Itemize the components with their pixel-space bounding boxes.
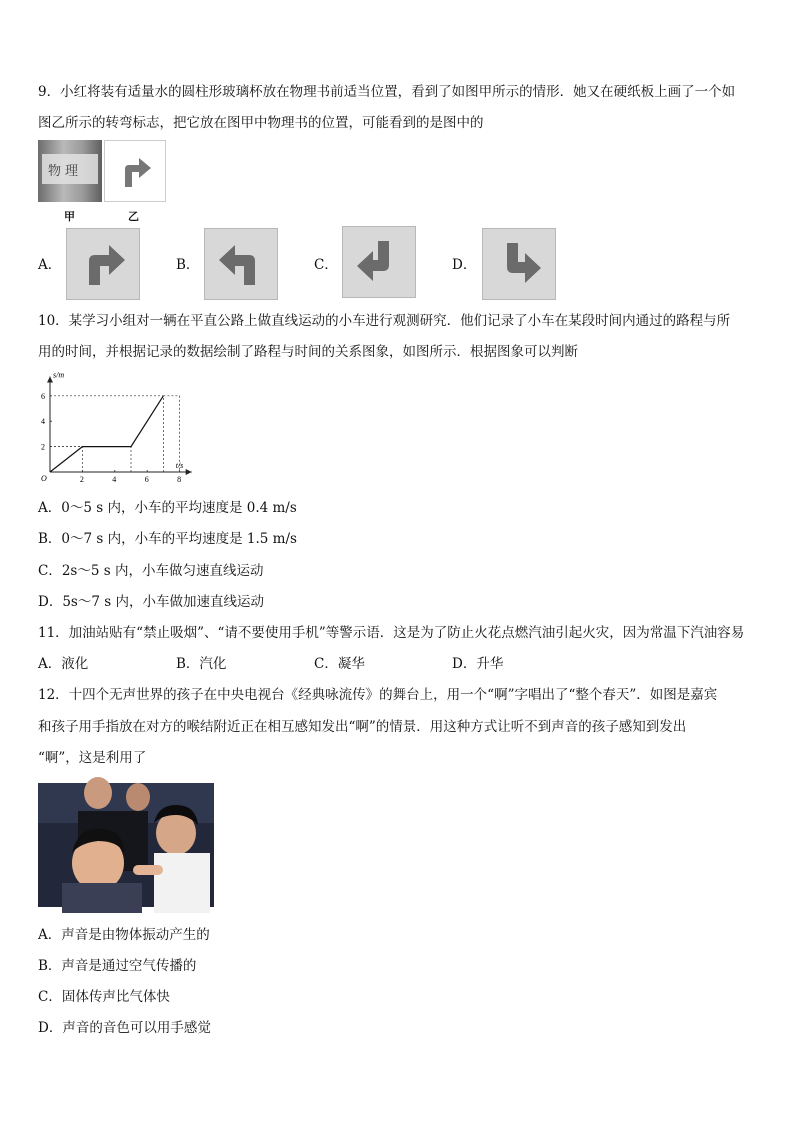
q9-option-c-label: C． [314,257,338,273]
q10-option-a: A．0～5 s 内，小车的平均速度是 0.4 m/s [38,500,297,516]
down-left-turn-arrow-icon [343,227,415,297]
x-axis-label: t/s [175,461,184,470]
q11-stem: 11．加油站贴有“禁止吸烟”、“请不要使用手机”等警示语．这是为了防止火花点燃汽油引起火灾，因为常温下汽油容易 [38,625,745,641]
y-axis-label: s/m [53,370,65,380]
x-axis-arrow [186,469,192,475]
q9-option-b-label: B． [176,257,200,273]
figure-yi-turn-sign [104,140,166,202]
q12-stem-line1: 12．十四个无声世界的孩子在中央电视台《经典咏流传》的舞台上，用一个“啊”字唱出了“整个春天”．如图是嘉宾 [38,687,718,703]
q9-option-a-sign [66,228,140,300]
origin-label: O [41,474,47,483]
q10-option-d: D．5s～7 s 内，小车做加速直线运动 [38,594,264,610]
y-tick-label: 6 [41,391,45,401]
q9-stem-line2: 图乙所示的转弯标志，把它放在图甲中物理书的位置，可能看到的是图中的 [38,115,484,131]
caption-yi: 乙 [128,210,139,223]
q12-stem-line3: “啊”，这是利用了 [38,750,147,766]
q9-stem-line1: 9．小红将装有适量水的圆柱形玻璃杯放在物理书前适当位置，看到了如图甲所示的情形．她又在硬纸板上画了一个如 [38,84,736,100]
q11-option-a: A．液化 [38,656,89,672]
q10-option-b: B．0～7 s 内，小车的平均速度是 1.5 m/s [38,531,297,547]
q9-option-d-label: D． [452,257,477,273]
caption-jia: 甲 [64,210,75,223]
x-tick-label: 8 [177,475,182,484]
q9-option-d-sign [482,228,556,300]
q12-option-b: B．声音是通过空气传播的 [38,958,197,974]
x-tick-label: 6 [144,475,149,484]
q12-option-c: C．固体传声比气体快 [38,989,170,1005]
x-tick-label: 2 [79,475,84,484]
right-turn-arrow-icon [105,141,165,201]
y-tick-label: 2 [41,442,45,452]
book-title-text: 物理 [48,164,83,179]
left-turn-arrow-icon [205,229,277,299]
q12-option-d: D．声音的音色可以用手感觉 [38,1020,211,1036]
figure-jia-photo [38,140,102,202]
series-line [50,396,163,472]
distance-time-chart [34,370,194,488]
q11-option-b: B．汽化 [176,656,227,672]
q9-option-a-label: A． [38,257,62,273]
q12-option-a: A．声音是由物体振动产生的 [38,927,210,943]
down-right-turn-arrow-icon [483,229,555,299]
q10-option-c: C．2s～5 s 内，小车做匀速直线运动 [38,563,264,579]
right-turn-arrow-icon [67,229,139,299]
y-tick-label: 4 [41,417,45,427]
q10-stem-line2: 用的时间，并根据记录的数据绘制了路程与时间的关系图象，如图所示．根据图象可以判断 [38,344,578,360]
x-tick-label: 4 [112,475,117,484]
q12-stage-photo [38,783,214,907]
q12-stem-line2: 和孩子用手指放在对方的喉结附近正在相互感知发出“啊”的情景．用这种方式让听不到声音的孩子感知到发出 [38,719,687,735]
q11-option-c: C．凝华 [314,656,365,672]
q10-stem-line1: 10．某学习小组对一辆在平直公路上做直线运动的小车进行观测研究．他们记录了小车在某段时间内通过的路程与所 [38,313,731,329]
q9-option-b-sign [204,228,278,300]
q9-option-c-sign [342,226,416,298]
q11-option-d: D．升华 [452,656,504,672]
